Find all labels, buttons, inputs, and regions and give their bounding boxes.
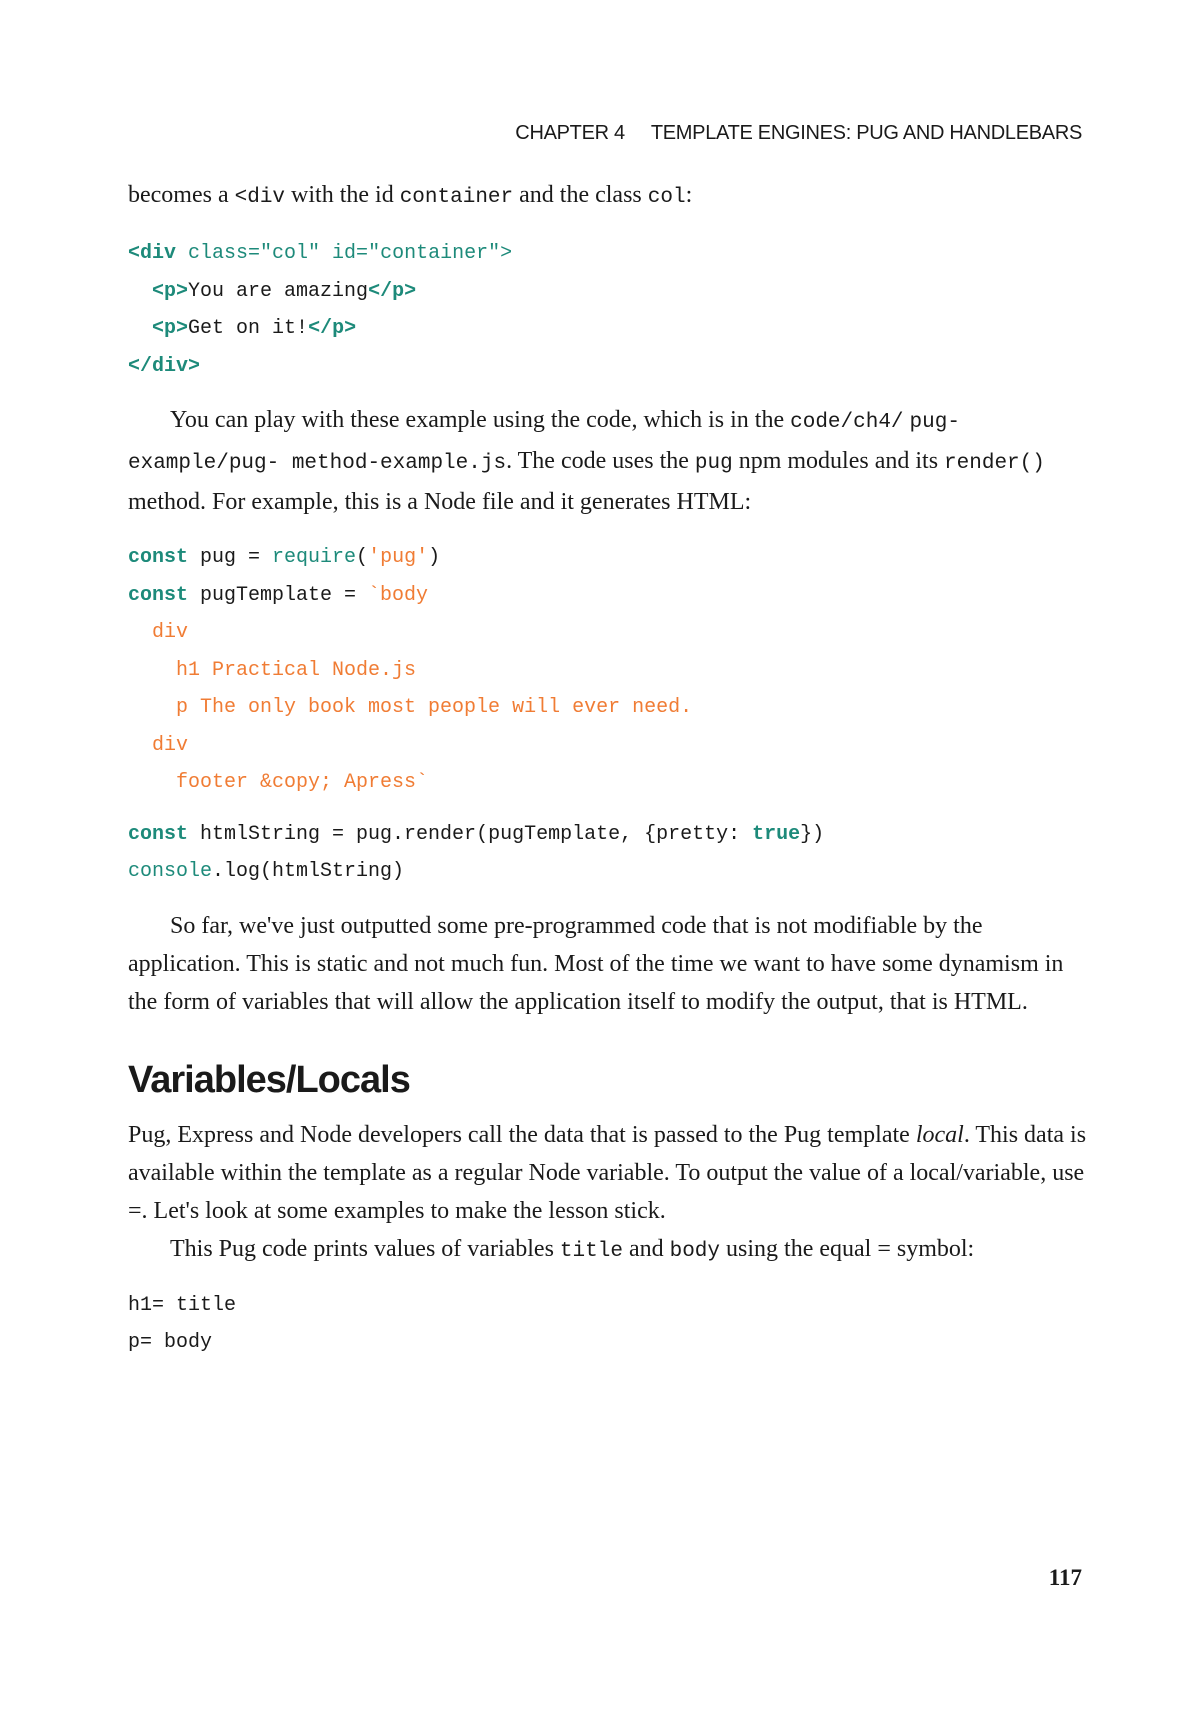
paragraph-intro: becomes a <div with the id container and the class col:	[128, 182, 693, 209]
inline-code: pug	[694, 452, 733, 475]
inline-code: body	[669, 1239, 721, 1263]
inline-code: col	[647, 186, 686, 209]
inline-code: container	[399, 186, 514, 209]
inline-code: render()	[944, 452, 1045, 475]
inline-code: <div	[234, 186, 286, 209]
paragraph-locals: Pug, Express and Node developers call the data that is passed to the Pug template local. This data is available within the template as a regular Node variable. To output the value of a local/variable, use =. Let's look at some examples to make the lesson stick.	[128, 1121, 1087, 1224]
inline-code: code/ch4/	[790, 411, 904, 434]
code-block-html: <div class="col" id="container"> <p>You are amazing</p> <p>Get on it!</p> </div>	[128, 242, 513, 378]
inline-code: title	[559, 1239, 623, 1263]
code-block-node: const pug = require('pug') const pugTemplate = `body div h1 Practical Node.js p The only book most people will ever need. div footer &copy; Apress`	[128, 546, 693, 794]
code-block-pug: h1= title p= body	[128, 1293, 237, 1354]
inline-code: pug-example/pug- method-example.js	[128, 411, 960, 475]
page-number: 117	[1048, 1565, 1082, 1590]
paragraph-static-output: So far, we've just outputted some pre-programmed code that is not modifiable by the application. This is static and not much fun. Most of the time we want to have some dynamism in the form of variables that will allow the application itself to modify the output, that is HTML.	[128, 912, 1064, 1015]
chapter-label: CHAPTER 4	[515, 122, 625, 144]
paragraph-example-intro: You can play with these example using the code, which is in the code/ch4/ pug-example/pug- method-example.js. The code uses the pug npm modules and its render() method. For example, this is a Node file and it generates HTML:	[128, 407, 1045, 515]
emphasis: local	[915, 1121, 964, 1148]
running-header	[515, 122, 1082, 145]
code-block-node-render: const htmlString = pug.render(pugTemplate, {pretty: true}) console.log(htmlString)	[128, 822, 825, 883]
section-heading: Variables/Locals	[128, 1058, 410, 1101]
paragraph-variables: This Pug code prints values of variables title and body using the equal = symbol:	[170, 1235, 975, 1263]
chapter-title: TEMPLATE ENGINES: PUG AND HANDLEBARS	[650, 122, 1082, 144]
page-content	[128, 176, 1098, 1362]
